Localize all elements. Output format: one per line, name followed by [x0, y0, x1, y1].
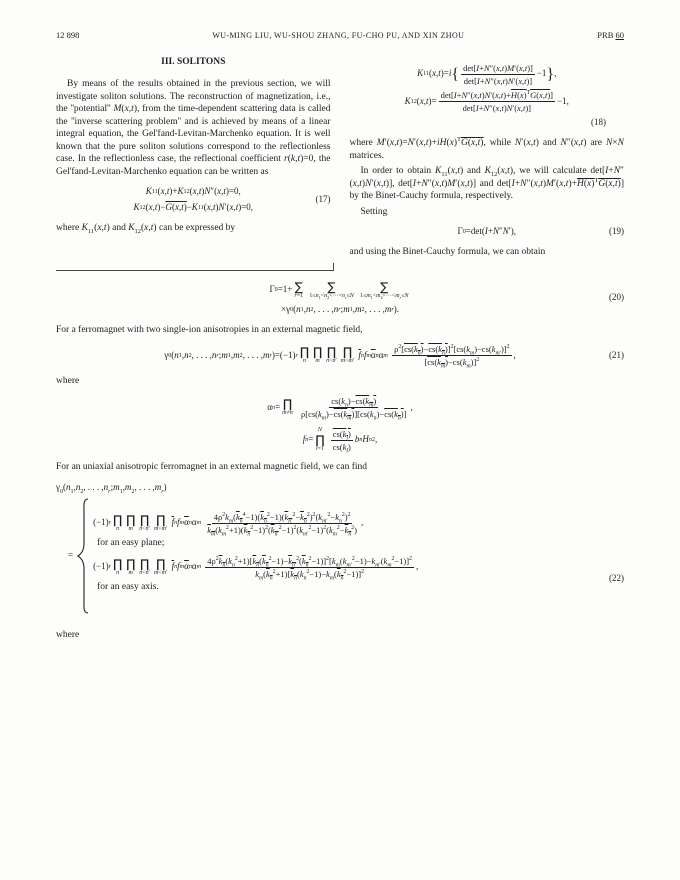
eq19-number: (19)	[609, 226, 624, 237]
f-equation: f n = N ∏ l=1 $cs(k_l)$ $cs(k_l)$ b n H n 2 ,	[302, 427, 378, 455]
eq22-number: (22)	[609, 572, 624, 583]
equals-sign: =	[68, 549, 74, 560]
equation-21	[56, 344, 624, 370]
cases-brace	[77, 497, 89, 615]
right-column	[350, 55, 625, 262]
eq22-case1-label: for an easy plane;	[97, 538, 165, 548]
eq20-number: (20)	[609, 292, 624, 303]
eq17-line1: K 11 ( x , t )+ K 12 ( x , t ) N ″( x , t )=0,	[145, 186, 241, 197]
alpha-equation: α n = ∏ m≠n $cs(k_n)-cs(k_m)$ $\rho[cs(k_m)-cs(k_m)][cs(k_n)-cs(k_n)]$ ,	[267, 395, 413, 422]
equation-20	[56, 281, 624, 316]
where-text-2: where	[56, 629, 80, 640]
eq22-case2-label: for an easy axis.	[97, 581, 159, 592]
uniaxial-text: For an uniaxial anisotropic ferromagnet in an external magnetic field, we can find	[56, 462, 368, 473]
equation-19	[350, 226, 625, 238]
eq17-line2: K 12 ( x , t )− G(x,t) − K 11 ( x , t ) N ′( x , t )=0,	[133, 202, 254, 213]
page-header	[56, 30, 624, 42]
two-column-body	[56, 55, 624, 262]
where-text-1: where	[56, 376, 80, 387]
eq22-head: $\gamma_0(n_1,n_2$, . . . $,n_r;m_1,m_2$, . . . $,m_r$)	[56, 481, 167, 495]
equation-17	[56, 186, 331, 214]
display-equations	[56, 281, 624, 641]
eq18-line2: K 12 ( x , t )= $\det[I+N''(x,t)N'(x,t)+H(x)^TG(x,t)]$ det[I+N″(x,t)N′(x,t)] −1,	[404, 89, 569, 114]
eq22-cases	[93, 512, 418, 600]
eq19-body: Γ 0 =det( I + N ″ N ′),	[457, 226, 516, 237]
eq17-number: (17)	[315, 194, 331, 205]
section-title: III. SOLITONS	[161, 56, 226, 67]
volume-number: 60	[615, 30, 624, 40]
equation-18	[350, 63, 625, 130]
journal-ref	[597, 30, 624, 41]
eq21-body: γ 0 ( n 1 , n 2 , . . . , n r ; m 1 , m 2 , . . . , m r )=(−1) r ∏ n ∏ m ∏ n<n′ ∏ m<m′ $\overline{f}$ n f m $\overline{\alpha}$ n α m $\rho^2[cs(k_n)-cs(k_n)]^2[cs(k_m)-cs(k_{m'})]^2$ $[cs(k_m)-cs(k_m)]^2$ ,	[164, 344, 516, 370]
eq18-line1: K 11 ( x , t )= i { det[I+N″(x,t)M′(x,t)] det[I+N″(x,t)N′(x,t)] −1 } ,	[417, 62, 557, 86]
eq22-cases-row	[56, 497, 594, 615]
journal-abbr: PRB	[597, 30, 614, 40]
eq22-case1: (−1) r ∏ n ∏ m ∏ n<n′ ∏ m<m′ $\overline{f}$ n f m $\overline{\alpha}$ n α m $4\rho^2k_m(k_n^4-1)(k_n^2-1)(k_{n'}^2-k_n^2)^2(k_{m'}^2-k_n^2)^2$ $k_m(k_m^2+1)(k_n^2-1)^2(k_{n'}^2-1)^2(k_{m'}^2-1)^2(k_m^2-k_n^2)$ ,	[93, 511, 364, 538]
eq18-note: where $M'(x,t)=N'(x,t)+iH(x)^TG(x,t)$, while N′(x,t) and N″(x,t) are N×N matrices.	[349, 136, 624, 161]
eq22-case2: (−1) r ∏ n ∏ m ∏ n<n′ ∏ m<m′ $\overline{f}$ n f m $\overline{\alpha}$ n α m $4\rho^2k_n(k_n^2+1)[k_n(k_n^2-1)-k_{n'}^2(k_n^2-1)]^2[k_m(k_{m'}^2-1)-k_{m'}(k_m^2-1)]^2$ $k_m(k_n^2+1)[k_n(k_n^2-1)-k_m(k_n^2-1)]^2$ ,	[93, 555, 419, 582]
column-separator-rule	[56, 264, 334, 271]
left-column	[56, 55, 331, 262]
page-number: 12 898	[56, 30, 80, 40]
binet-cauchy-paragraph: In order to obtain $K_{11}(x,t)$ and $K_{12}(x,t)$, we will calculate det[I+N″(x,t)N′(x,t)], det[I+N″(x,t)M′(x,t)] and $\det[I+N''(x,t)M'(x,t)+H(x)^TG(x,t)]$ by the Binet-Cauchy formula, respectively.	[349, 166, 625, 202]
setting-text: Setting	[360, 206, 388, 217]
intro-paragraph: By means of the results obtained in the previous section, we will investigate soliton solutions. The reconstruction of magnetization, i.e., the ''potential'' M(x,t), from the time-dependent scattering data is called the ''inverse scattering problem'' and is achieved by means of a linear integral equation, the Gel'fand-Levitan-Marchenko equation. It is well known that the pure soliton solutions correspond to the reflectionless case. In the reflectionless case, the reflectional coefficient r(k,t)=0, the Gel'fand-Levitan-Marchenko equation can be written as	[56, 79, 331, 177]
ferromagnet-text: For a ferromagnet with two single-ion anisotropies in an external magnetic field,	[56, 324, 363, 335]
eq20-line2: ×γ 0 ( n 1 , n 2 , . . . , n r ; m 1 , m 2 , . . . , m r ).	[281, 303, 399, 314]
eq20-line1: Γ 0 =1+ ∑ r=1 ∑ $1\le n_1<n_2<\cdot\cdot\cdot<n_r\le N$ ∑ $1\le m_1<m_2<\cdot\cdot\cdot<m_r\le N$	[269, 279, 409, 300]
eq18-number: (18)	[591, 117, 606, 128]
after-eq17-text: where $K_{11}(x,t)$ and $K_{12}(x,t)$ can be expressed by	[56, 223, 236, 235]
eq21-number: (21)	[609, 349, 624, 360]
f-definition	[56, 427, 624, 453]
eq19-followup: and using the Binet-Cauchy formula, we can obtain	[349, 247, 546, 258]
alpha-definition	[56, 395, 624, 422]
running-authors: WU-MING LIU, WU-SHOU ZHANG, FU-CHO PU, AND XIN ZHOU	[212, 31, 465, 40]
equation-22	[56, 482, 624, 615]
